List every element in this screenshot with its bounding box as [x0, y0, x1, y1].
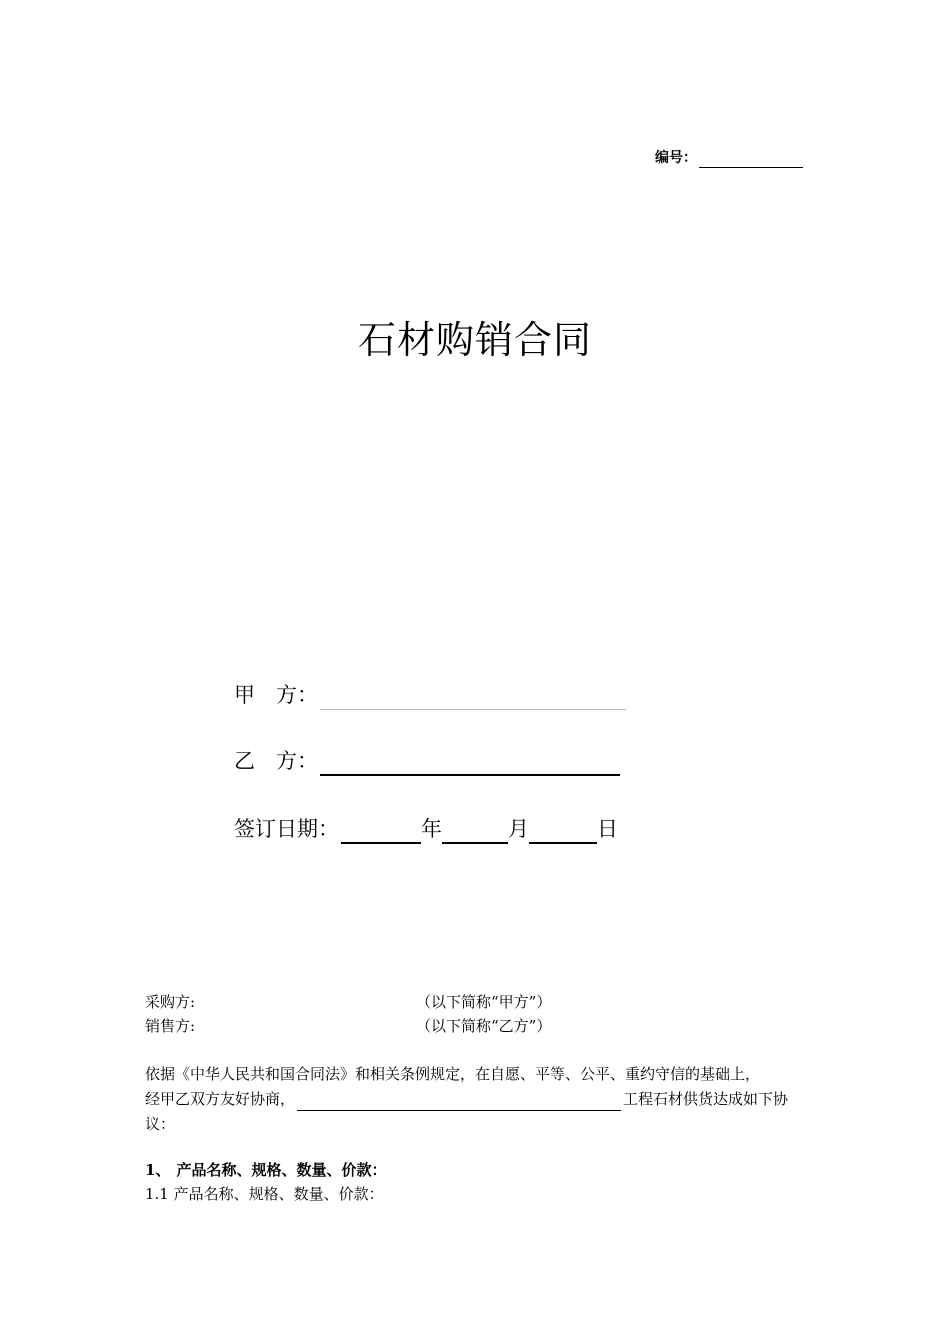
section-1-heading [145, 1158, 386, 1182]
intro-line-2-start: 经甲乙双方友好协商， [145, 1090, 296, 1108]
document-title: 石材购销合同 [357, 318, 592, 362]
day-label: 日 [597, 817, 618, 841]
year-label: 年 [421, 817, 442, 841]
contract-number-label: 编号： [655, 150, 697, 166]
sign-date-label: 签订日期： [234, 817, 339, 841]
seller-label: 销售方: [145, 1017, 196, 1035]
party-a-blank[interactable] [320, 685, 626, 710]
year-blank[interactable] [341, 818, 421, 844]
section-1-title: 产品名称、规格、数量、价款： [176, 1161, 387, 1179]
buyer-note: （以下简称“甲方”） [416, 993, 552, 1011]
month-blank[interactable] [442, 818, 508, 844]
day-blank[interactable] [529, 818, 597, 844]
intro-line-2-end: 工程石材供货达成如下协 [623, 1090, 789, 1108]
contract-number-field [655, 148, 803, 168]
party-b-row [234, 746, 620, 776]
buyer-label: 采购方: [145, 993, 196, 1011]
intro-paragraph-line-3: 议： [145, 1115, 176, 1133]
item-1-1: 1.1 产品名称、规格、数量、价款： [145, 1185, 384, 1203]
party-b-label: 乙 方： [234, 749, 318, 773]
intro-paragraph-line-2 [145, 1087, 788, 1111]
seller-note: （以下简称“乙方”） [416, 1017, 552, 1035]
party-b-blank[interactable] [320, 750, 620, 776]
contract-number-blank[interactable] [699, 151, 803, 168]
intro-paragraph-line-1: 依据《中华人民共和国合同法》和相关条例规定，在自愿、平等、公平、重约守信的基础上， [145, 1065, 761, 1083]
sign-date-row [234, 814, 618, 844]
party-a-label: 甲 方： [234, 683, 318, 707]
project-name-blank[interactable] [297, 1092, 621, 1111]
party-a-row [234, 680, 626, 710]
section-1-number: 1、 [145, 1161, 171, 1179]
month-label: 月 [508, 817, 529, 841]
